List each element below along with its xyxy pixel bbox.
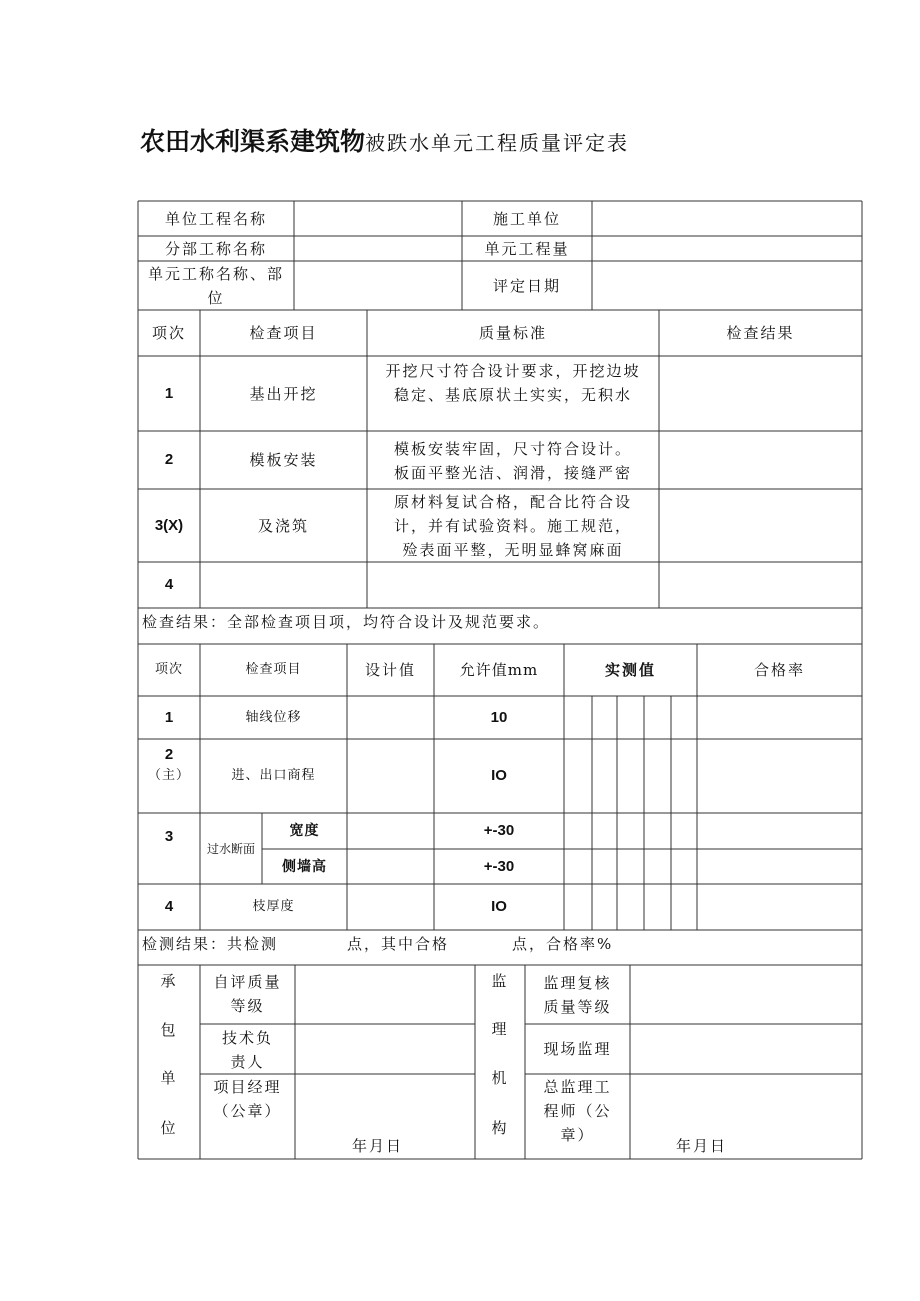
inspection-row-2-item: 模板安装: [249, 451, 318, 469]
contractor-char-3: 单: [160, 1069, 178, 1087]
eval-date-label: 评定日期: [492, 276, 561, 295]
measure-row-4-allow: IO: [491, 898, 507, 915]
chief-label: [525, 1074, 630, 1148]
review-line1: 监理复核: [543, 974, 612, 992]
measure-row-3-allow1: +-30: [483, 822, 515, 839]
supervisor-char-4: 构: [491, 1119, 509, 1137]
sub-project-name-label: 分部工称名称: [164, 239, 267, 258]
contractor-char-4: 位: [160, 1119, 178, 1137]
inspection-row-2-std-line2: 板面平整光洁、润滑，接缝严密: [393, 464, 632, 482]
pm-line1: 项目经理: [213, 1078, 282, 1096]
measure-col-measured: 实测值: [604, 661, 656, 679]
measure-row-3-allow2: +-30: [483, 857, 515, 875]
pm-label: [200, 1074, 295, 1124]
measure-col-item: 检查项目: [245, 662, 302, 677]
measure-conclusion-c: 点，合格率%: [512, 935, 614, 953]
review-line2: 质量等级: [543, 998, 612, 1016]
measure-row-4-item: 枝厚度: [252, 899, 295, 914]
measure-row-1-no: 1: [164, 708, 174, 726]
date-right: 年月日: [676, 1137, 728, 1155]
pm-line2: （公章）: [213, 1102, 282, 1120]
page-title: [140, 122, 629, 162]
measure-col-no: 项次: [154, 662, 183, 677]
measure-col-pass: 合格率: [753, 661, 805, 679]
measure-row-3-no: 3: [164, 828, 174, 845]
measure-row-4-no: 4: [164, 898, 174, 915]
element-name-label: [138, 261, 294, 310]
inspection-col-standard: 质量标准: [478, 324, 547, 342]
inspection-row-1-no: 1: [164, 384, 174, 402]
inspection-col-item: 检查项目: [249, 324, 318, 342]
self-eval-line2: 等级: [230, 997, 265, 1015]
measure-row-3-sub1: 宽度: [289, 823, 320, 839]
tech-lead-line2: 责人: [230, 1053, 265, 1071]
measure-col-allow: 允许值mm: [459, 661, 539, 679]
measure-row-2-item: 进、出口商程: [231, 768, 316, 783]
title-main: 农田水利渠系建筑物: [140, 127, 366, 156]
inspection-conclusion: 检查结果：全部检查项目项，均符合设计及规范要求。: [142, 613, 551, 631]
inspection-row-3-standard: [367, 489, 659, 562]
measure-row-2-allow: IO: [491, 767, 507, 784]
chief-line1: 总监理工: [543, 1078, 612, 1096]
tech-lead-label: [200, 1025, 295, 1075]
construction-unit-label: 施工单位: [492, 209, 561, 228]
site-supervisor-label: 现场监理: [543, 1040, 612, 1058]
review-label: [525, 970, 630, 1020]
element-name-line1: 单元工称名称、部: [147, 264, 284, 283]
inspection-row-3-item: 及浇筑: [257, 516, 309, 535]
inspection-row-1-std-line1: 开挖尺寸符合设计要求，开挖边坡: [385, 362, 641, 380]
measure-conclusion-a: 检测结果：共检测: [142, 935, 279, 953]
chief-line2: 程师（公: [543, 1102, 612, 1120]
supervisor-char-1: 监: [491, 972, 509, 990]
date-left: 年月日: [352, 1137, 404, 1155]
inspection-col-result: 检查结果: [726, 324, 795, 342]
inspection-row-4-no: 4: [164, 576, 174, 593]
inspection-col-no: 项次: [151, 324, 186, 342]
inspection-row-2-no: 2: [164, 451, 174, 468]
measure-row-2-no-cell: [138, 739, 200, 789]
measure-row-1-allow: 10: [490, 708, 508, 726]
self-eval-line1: 自评质量: [213, 973, 282, 991]
inspection-row-3-std-line3: 殓表面平整，无明显蜂窝麻面: [402, 540, 624, 559]
measure-row-3-group: 过水断面: [206, 841, 255, 856]
inspection-row-1-item: 基出开挖: [249, 384, 318, 403]
inspection-row-3-std-line2: 计，并有试验资料。施工规范，: [393, 516, 632, 535]
measure-row-3-sub2: 侧墙高: [282, 858, 327, 875]
self-eval-label: [200, 969, 295, 1019]
inspection-row-3-std-line1: 原材料复试合格，配合比符合设: [393, 492, 632, 511]
inspection-row-3-no: 3(X): [154, 516, 184, 534]
tech-lead-line1: 技术负: [221, 1029, 273, 1047]
measure-row-1-item: 轴线位移: [245, 709, 302, 725]
element-name-line2: 位: [207, 288, 225, 307]
chief-line3: 章）: [560, 1126, 595, 1144]
title-sub: 被跌水单元工程质量评定表: [365, 131, 630, 155]
measure-row-2-no: 2: [164, 746, 174, 763]
unit-project-name-label: 单位工程名称: [164, 209, 267, 228]
inspection-row-2-std-line1: 模板安装牢固，尺寸符合设计。: [393, 440, 632, 458]
contractor-char-1: 承: [160, 972, 178, 990]
inspection-row-2-standard: [367, 433, 659, 489]
contractor-char-2: 包: [160, 1021, 178, 1039]
inspection-row-1-std-line2: 稳定、基底原状土实实，无积水: [393, 386, 632, 404]
supervisor-char-3: 机: [491, 1069, 509, 1087]
supervisor-char-2: 理: [491, 1020, 509, 1038]
measure-conclusion-b: 点，其中合格: [347, 935, 450, 953]
inspection-row-1-standard: [367, 356, 659, 410]
measure-row-2-note: （主）: [147, 768, 190, 783]
element-quantity-label: 单元工程量: [484, 239, 570, 258]
measure-col-design: 设计值: [364, 661, 416, 679]
